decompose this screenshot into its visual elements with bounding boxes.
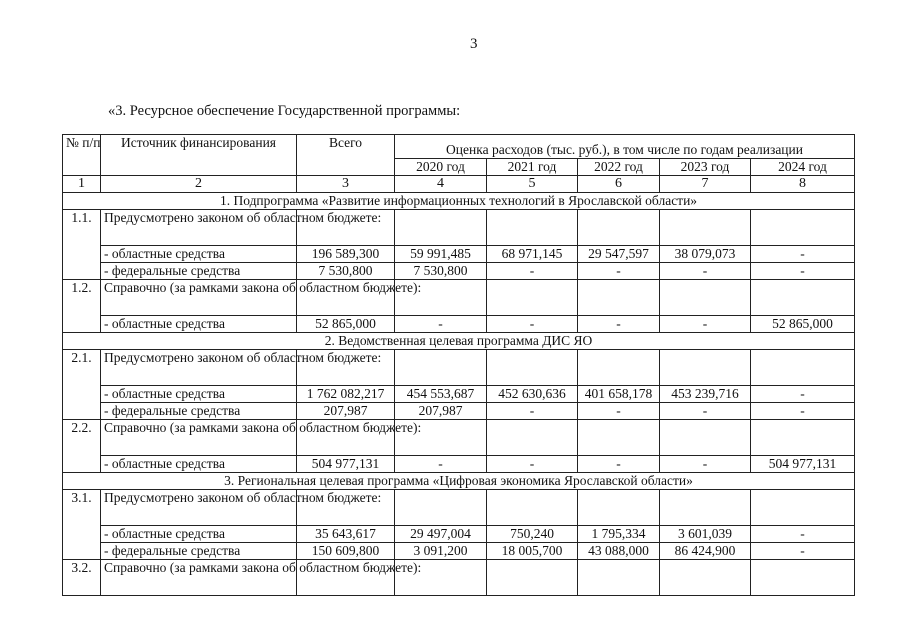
total-value: 1 762 082,217	[297, 386, 395, 403]
empty-cell	[578, 280, 660, 316]
row-number: 1.2.	[63, 280, 101, 333]
table-row	[63, 246, 855, 263]
year-value: -	[487, 456, 578, 473]
table-row	[63, 316, 855, 333]
year-value: 52 865,000	[751, 316, 855, 333]
header-year: 2024 год	[751, 159, 855, 176]
funding-source: - областные средства	[101, 386, 297, 403]
table-row	[63, 560, 855, 596]
empty-cell	[578, 350, 660, 386]
total-value: 150 609,800	[297, 543, 395, 560]
year-value: -	[487, 263, 578, 280]
year-value: -	[660, 403, 751, 420]
empty-cell	[487, 490, 578, 526]
empty-cell	[578, 560, 660, 596]
empty-cell	[660, 210, 751, 246]
section-title: 1. Подпрограмма «Развитие информационных технологий в Ярославской области»	[63, 193, 855, 210]
column-number: 1	[63, 176, 101, 193]
header-total: Всего	[297, 135, 395, 176]
empty-cell	[395, 350, 487, 386]
year-value: -	[751, 526, 855, 543]
table-row	[63, 543, 855, 560]
year-value: 7 530,800	[395, 263, 487, 280]
header-no: № п/п	[63, 135, 101, 176]
funding-source: - областные средства	[101, 526, 297, 543]
empty-cell	[487, 210, 578, 246]
year-value: 86 424,900	[660, 543, 751, 560]
funding-source: - областные средства	[101, 456, 297, 473]
group-label: Предусмотрено законом об областном бюджете:	[101, 350, 297, 386]
empty-cell	[578, 490, 660, 526]
total-value: 7 530,800	[297, 263, 395, 280]
column-number: 8	[751, 176, 855, 193]
table-row	[63, 456, 855, 473]
table-row	[63, 263, 855, 280]
group-label: Предусмотрено законом об областном бюджете:	[101, 210, 297, 246]
empty-cell	[578, 420, 660, 456]
empty-cell	[395, 490, 487, 526]
year-value: -	[487, 403, 578, 420]
empty-cell	[487, 420, 578, 456]
header-year: 2020 год	[395, 159, 487, 176]
resource-table	[62, 134, 855, 596]
year-value: -	[751, 246, 855, 263]
column-number: 6	[578, 176, 660, 193]
empty-cell	[751, 350, 855, 386]
year-value: 38 079,073	[660, 246, 751, 263]
empty-cell	[487, 280, 578, 316]
column-number: 3	[297, 176, 395, 193]
year-value: -	[751, 403, 855, 420]
total-value: 52 865,000	[297, 316, 395, 333]
year-value: -	[751, 543, 855, 560]
empty-cell	[660, 560, 751, 596]
year-value: 3 091,200	[395, 543, 487, 560]
empty-cell	[660, 490, 751, 526]
group-label: Справочно (за рамками закона об областном бюджете):	[101, 280, 297, 316]
empty-cell	[660, 350, 751, 386]
year-value: 18 005,700	[487, 543, 578, 560]
row-number: 1.1.	[63, 210, 101, 280]
empty-cell	[660, 280, 751, 316]
column-number: 7	[660, 176, 751, 193]
row-number: 3.1.	[63, 490, 101, 560]
year-value: -	[395, 456, 487, 473]
year-value: 453 239,716	[660, 386, 751, 403]
year-value: 29 547,597	[578, 246, 660, 263]
table-row	[63, 210, 855, 246]
table-row	[63, 420, 855, 456]
total-value: 35 643,617	[297, 526, 395, 543]
total-value: 196 589,300	[297, 246, 395, 263]
empty-cell	[751, 420, 855, 456]
header-year: 2021 год	[487, 159, 578, 176]
year-value: 1 795,334	[578, 526, 660, 543]
funding-source: - федеральные средства	[101, 263, 297, 280]
column-number: 5	[487, 176, 578, 193]
year-value: 454 553,687	[395, 386, 487, 403]
year-value: -	[660, 316, 751, 333]
empty-cell	[395, 210, 487, 246]
table-row	[63, 280, 855, 316]
total-value: 207,987	[297, 403, 395, 420]
year-value: -	[487, 316, 578, 333]
page-number: 3	[470, 36, 478, 52]
empty-cell	[751, 210, 855, 246]
row-number: 2.2.	[63, 420, 101, 473]
row-number: 3.2.	[63, 560, 101, 596]
empty-cell	[751, 280, 855, 316]
year-value: 750,240	[487, 526, 578, 543]
year-value: -	[660, 263, 751, 280]
section-title: 2. Ведомственная целевая программа ДИС ЯО	[63, 333, 855, 350]
section-heading: «3. Ресурсное обеспечение Государственной программы:	[108, 103, 461, 119]
header-year: 2023 год	[660, 159, 751, 176]
column-number: 4	[395, 176, 487, 193]
year-value: 68 971,145	[487, 246, 578, 263]
year-value: -	[578, 316, 660, 333]
funding-source: - федеральные средства	[101, 403, 297, 420]
group-label: Предусмотрено законом об областном бюджете:	[101, 490, 297, 526]
table-row	[63, 526, 855, 543]
table-row	[63, 350, 855, 386]
year-value: -	[578, 263, 660, 280]
year-value: -	[578, 456, 660, 473]
table-row	[63, 386, 855, 403]
year-value: -	[660, 456, 751, 473]
header-year: 2022 год	[578, 159, 660, 176]
empty-cell	[751, 560, 855, 596]
funding-source: - областные средства	[101, 246, 297, 263]
year-value: 29 497,004	[395, 526, 487, 543]
empty-cell	[487, 350, 578, 386]
row-number: 2.1.	[63, 350, 101, 420]
year-value: 452 630,636	[487, 386, 578, 403]
year-value: 3 601,039	[660, 526, 751, 543]
year-value: 43 088,000	[578, 543, 660, 560]
empty-cell	[578, 210, 660, 246]
group-label: Справочно (за рамками закона об областном бюджете):	[101, 560, 297, 596]
year-value: 207,987	[395, 403, 487, 420]
year-value: -	[751, 263, 855, 280]
year-value: -	[395, 316, 487, 333]
group-label: Справочно (за рамками закона об областном бюджете):	[101, 420, 297, 456]
year-value: -	[751, 386, 855, 403]
table-row	[63, 490, 855, 526]
header-estimate: Оценка расходов (тыс. руб.), в том числе по годам реализации	[395, 135, 855, 159]
funding-source: - федеральные средства	[101, 543, 297, 560]
empty-cell	[487, 560, 578, 596]
year-value: -	[578, 403, 660, 420]
funding-source: - областные средства	[101, 316, 297, 333]
year-value: 504 977,131	[751, 456, 855, 473]
total-value: 504 977,131	[297, 456, 395, 473]
section-title: 3. Региональная целевая программа «Цифровая экономика Ярославской области»	[63, 473, 855, 490]
empty-cell	[751, 490, 855, 526]
year-value: 59 991,485	[395, 246, 487, 263]
year-value: 401 658,178	[578, 386, 660, 403]
empty-cell	[660, 420, 751, 456]
table-row	[63, 403, 855, 420]
column-number: 2	[101, 176, 297, 193]
header-source: Источник финансирования	[101, 135, 297, 176]
